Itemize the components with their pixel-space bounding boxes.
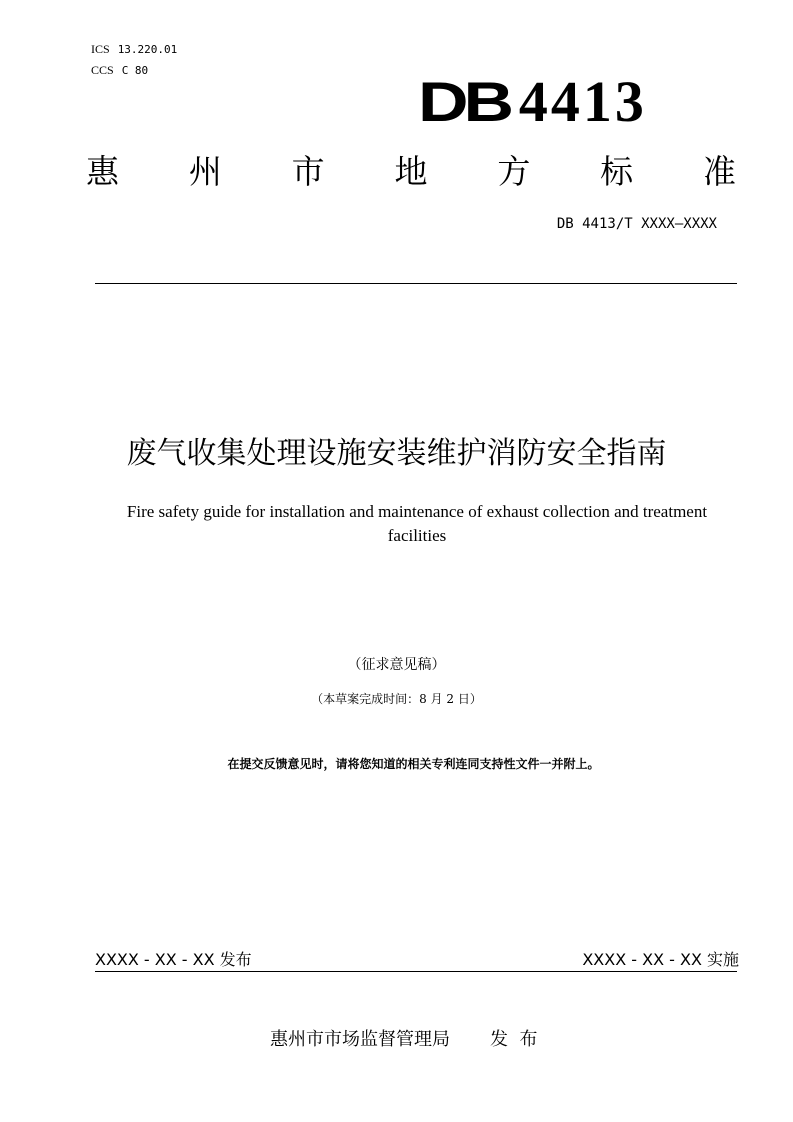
- ics-label: ICS: [91, 42, 110, 56]
- publisher-name: 惠州市市场监督管理局: [270, 1029, 450, 1050]
- top-divider: [95, 283, 737, 284]
- ics-line: [91, 39, 177, 60]
- standard-type-char: 方: [497, 152, 531, 191]
- db-logo: [418, 69, 647, 134]
- standard-type-char: 州: [188, 152, 222, 191]
- db-logo-letters: DB: [418, 70, 510, 133]
- standard-type-char: 地: [394, 152, 428, 191]
- implementation-date: XXXX - XX - XX 实施: [582, 950, 739, 969]
- standard-type-char: 准: [702, 152, 736, 191]
- document-title-en: Fire safety guide for installation and maintenance of exhaust collection and treatment facilities: [126, 502, 708, 545]
- standard-type-char: 惠: [86, 152, 119, 191]
- release-date: XXXX - XX - XX 发布: [95, 950, 252, 969]
- draft-status: （征求意见稿）: [347, 657, 446, 673]
- standard-type-heading: [86, 148, 736, 196]
- ics-code: 13.220.01: [117, 43, 178, 56]
- standard-type-char: 标: [600, 152, 634, 191]
- standard-code: DB 4413/T XXXX—XXXX: [556, 216, 717, 232]
- document-title-cn: 废气收集处理设施安装维护消防安全指南: [126, 436, 667, 471]
- db-logo-number: 4413: [518, 69, 647, 134]
- publisher-action: 发 布: [490, 1029, 538, 1050]
- ccs-line: [91, 60, 177, 81]
- bottom-divider: [95, 971, 737, 972]
- draft-completion-time: （本草案完成时间：8 月 2 日）: [311, 692, 482, 706]
- standard-type-char: 市: [291, 152, 325, 191]
- patent-notice: 在提交反馈意见时，请将您知道的相关专利连同支持性文件一并附上。: [227, 757, 600, 771]
- classification-codes: [91, 39, 177, 81]
- ccs-code: C 80: [121, 64, 149, 77]
- publisher: [270, 1025, 537, 1051]
- ccs-label: CCS: [91, 63, 114, 77]
